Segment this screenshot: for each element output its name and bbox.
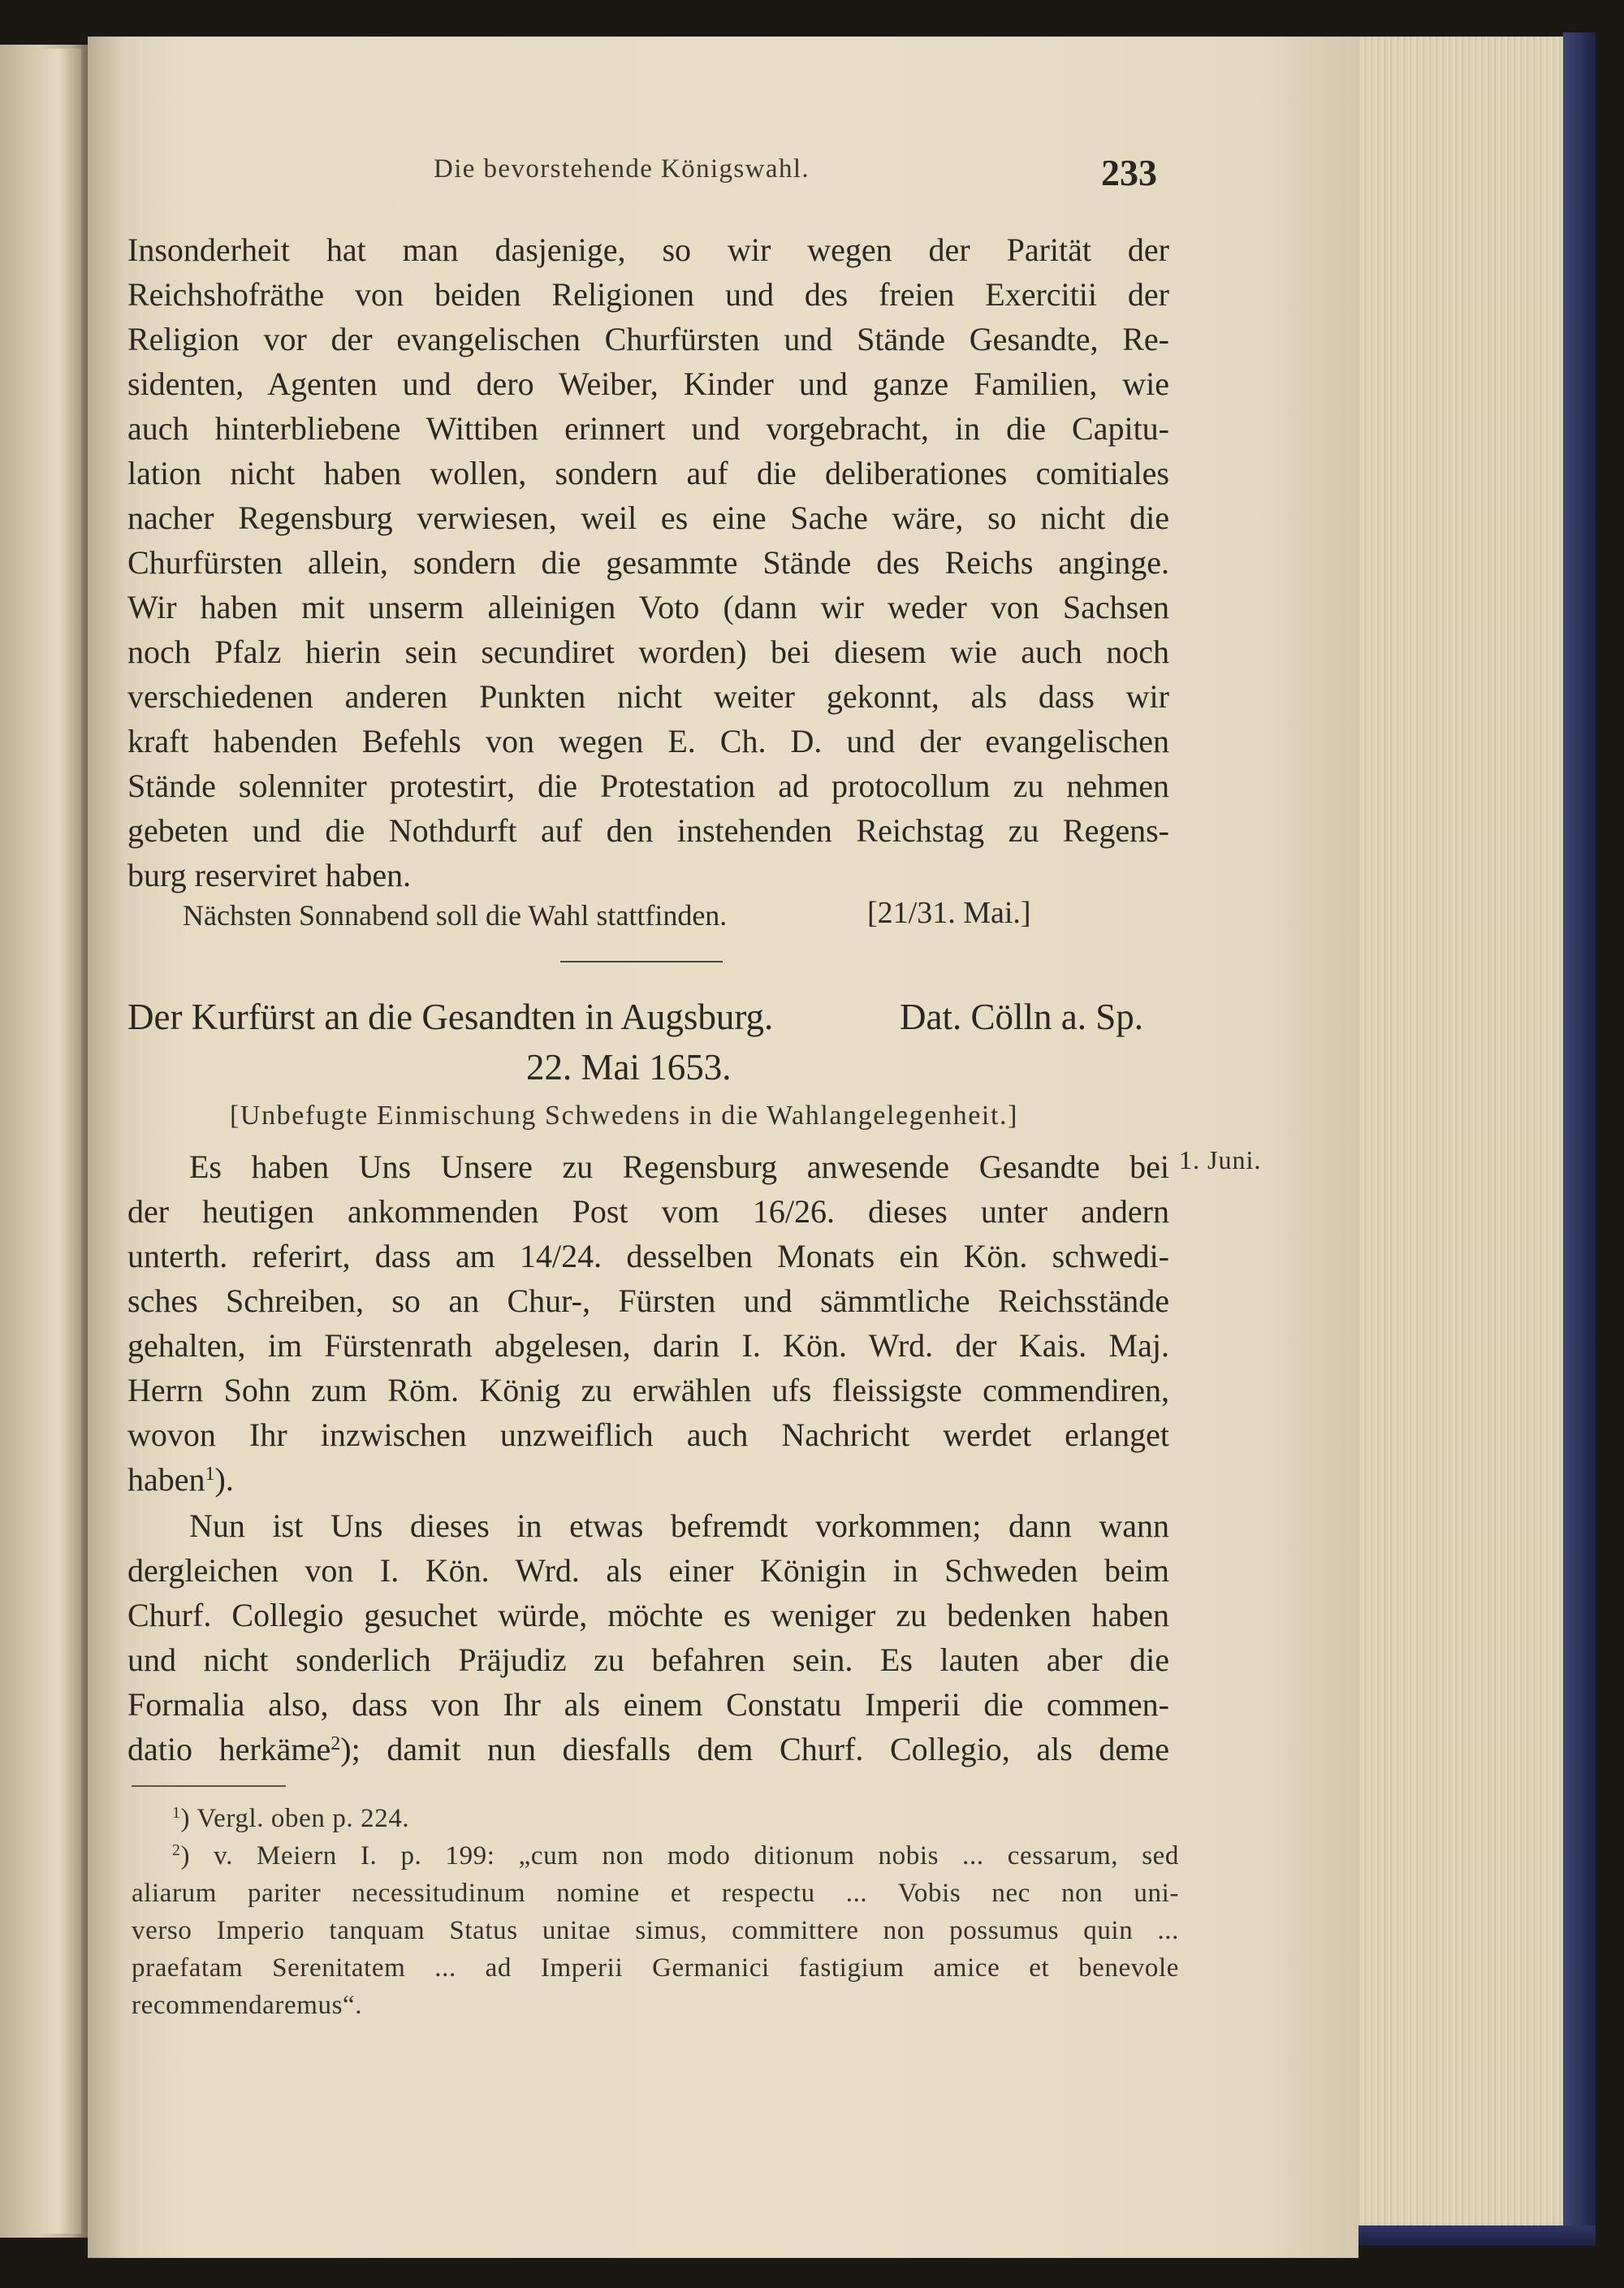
document-summary: [Unbefugte Einmischung Schwedens in die Wahlangelegenheit.] <box>230 1101 1019 1131</box>
text-line: Formalia also, dass von Ihr als einem Constatu Imperii die commen- <box>127 1686 1169 1723</box>
text-fragment: ); damit nun diesfalls dem Churf. Collegio, als deme <box>340 1731 1170 1767</box>
margin-date: 1. Juni. <box>1179 1145 1262 1174</box>
footnote-ref-1[interactable]: 1 <box>205 1463 215 1485</box>
footnote-mark-2: 2 <box>172 1841 181 1860</box>
text-line: Wir haben mit unserm alleinigen Voto (dann wir weder von Sachsen <box>127 589 1169 625</box>
text-line: gehalten, im Fürstenrath abgelesen, darin I. Kön. Wrd. der Kais. Maj. <box>127 1327 1169 1364</box>
text-fragment: haben <box>127 1461 205 1498</box>
text-line: Churfürsten allein, sondern die gesammte Stände des Reichs anginge. <box>127 544 1169 581</box>
text-line: burg reserviret haben. <box>127 857 412 893</box>
footnote-1 <box>172 1801 1179 1836</box>
page-number: 233 <box>1101 152 1157 193</box>
footnote-mark-1: 1 <box>172 1804 181 1823</box>
text-line: der heutigen ankommenden Post vom 16/26. dieses unter andern <box>127 1193 1169 1230</box>
text-line: sches Schreiben, so an Chur-, Fürsten und sämmtliche Reichsstände <box>127 1282 1169 1319</box>
text-line: Religion vor der evangelischen Churfürsten und Stände Gesandte, Re- <box>127 321 1169 357</box>
book-gutter <box>24 49 81 2234</box>
text-line: noch Pfalz hierin sein secundiret worden) bei diesem wie auch noch <box>127 634 1169 670</box>
text-line: auch hinterbliebene Wittiben erinnert und vorgebracht, in die Capitu- <box>127 410 1169 447</box>
text-line: sidenten, Agenten und dero Weiber, Kinder und ganze Familien, wie <box>127 365 1169 402</box>
continuation-note-date: [21/31. Mai.] <box>867 896 1031 930</box>
text-line: kraft habenden Befehls von wegen E. Ch. D. und der evangelischen <box>127 723 1169 759</box>
footnote-line: aliarum pariter necessitudinum nomine et respectu ... Vobis nec non uni- <box>132 1879 1179 1908</box>
footnote-divider <box>132 1785 286 1787</box>
footnote-2 <box>172 1838 1179 1874</box>
text-line: nacher Regensburg verwiesen, weil es eine Sache wäre, so nicht die <box>127 500 1169 536</box>
text-fragment: datio herkäme <box>127 1731 331 1767</box>
book-cover-bottom <box>1348 2225 1596 2246</box>
text-line: und nicht sonderlich Präjudiz zu befahren sein. Es lauten aber die <box>127 1641 1169 1678</box>
text-line: verschiedenen anderen Punkten nicht weiter gekonnt, als dass wir <box>127 678 1169 715</box>
page-block-edges <box>1348 37 1566 2239</box>
footnote-line: praefatam Serenitatem ... ad Imperii Germanici fastigium amice et benevole <box>132 1953 1179 1983</box>
text-line: dergleichen von I. Kön. Wrd. als einer Königin in Schweden beim <box>127 1552 1169 1589</box>
text-fragment: ). <box>214 1461 234 1498</box>
text-line: Churf. Collegio gesuchet würde, möchte es weniger zu bedenken haben <box>127 1597 1169 1633</box>
footnote-ref-2[interactable]: 2 <box>330 1732 341 1754</box>
text-line <box>127 1459 1169 1501</box>
text-line: gebeten und die Nothdurft auf den instehenden Reichstag zu Regens- <box>127 812 1169 849</box>
document-heading-title: Der Kurfürst an die Gesandten in Augsburg. <box>127 997 774 1037</box>
section-divider <box>560 961 723 962</box>
text-line: Nun ist Uns dieses in etwas befremdt vorkommen; dann wann <box>189 1507 1169 1544</box>
footnote-line: verso Imperio tanquam Status unitae simus, committere non possumus quin ... <box>132 1916 1179 1945</box>
text-line: Reichshofräthe von beiden Religionen und des freien Exercitii der <box>127 276 1169 313</box>
text-line: Herrn Sohn zum Röm. König zu erwählen ufs fleissigste commendiren, <box>127 1372 1169 1408</box>
footnote-text: ) Vergl. oben p. 224. <box>180 1804 410 1833</box>
text-line: lation nicht haben wollen, sondern auf die deliberationes comitiales <box>127 455 1169 491</box>
continuation-note: Nächsten Sonnabend soll die Wahl stattfinden. <box>183 899 728 932</box>
text-line: Es haben Uns Unsere zu Regensburg anwesende Gesandte bei <box>189 1148 1169 1185</box>
document-heading-date: 22. Mai 1653. <box>526 1047 732 1088</box>
text-line <box>127 1728 1169 1771</box>
running-title: Die bevorstehende Königswahl. <box>434 154 810 184</box>
text-line: Stände solenniter protestirt, die Protestation ad protocollum zu nehmen <box>127 768 1169 804</box>
text-line: unterth. referirt, dass am 14/24. desselben Monats ein Kön. schwedi- <box>127 1238 1169 1274</box>
document-heading-place: Dat. Cölln a. Sp. <box>900 997 1143 1037</box>
book-cover <box>1563 32 1596 2242</box>
footnote-line: recommendaremus“. <box>132 1991 363 2020</box>
text-line: wovon Ihr inzwischen unzweiflich auch Nachricht werdet erlanget <box>127 1416 1169 1453</box>
footnote-text: ) v. Meiern I. p. 199: „cum non modo ditionum nobis ... cessarum, sed <box>180 1841 1179 1871</box>
text-line: Insonderheit hat man dasjenige, so wir wegen der Parität der <box>127 231 1169 268</box>
